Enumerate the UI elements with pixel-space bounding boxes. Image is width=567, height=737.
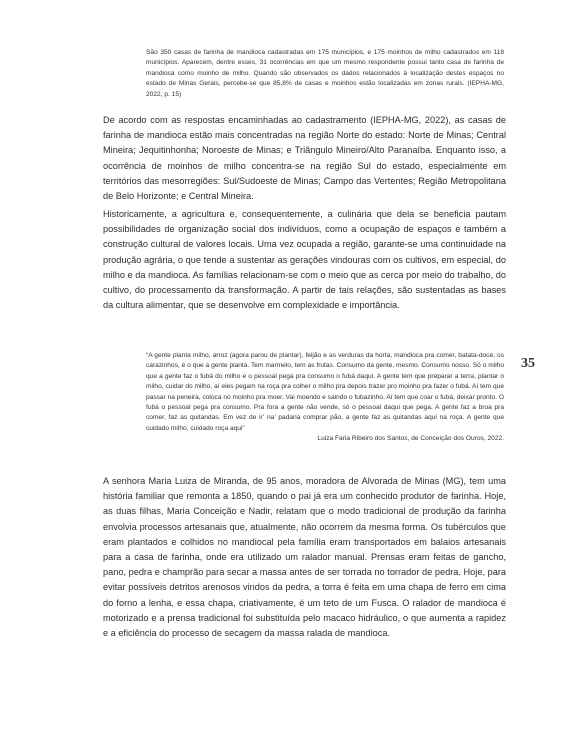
block-quote-statistics (146, 48, 504, 100)
paragraph-regional-distribution: De acordo com as respostas encaminhadas ao cadastramento (IEPHA-MG, 2022), as casas de farinha de mandioca estão mais concentradas na região Norte do estado: Norte de Minas; Central Mineira; Jequitinhonha; Noroeste de Minas; e Triângulo Mineiro/Alto Paranaíba. Enquanto isso, a ocorrência de moinhos de milho concentra-se na região Sul do estado, especialmente em territórios das mesorregiões: Sul/Sudoeste de Minas; Campo das Vertentes; Região Metropolitana de Belo Horizonte; e Central Mineira. (103, 115, 506, 202)
quote-testimony-text: “A gente planta milho, arroz (agora parou de plantar), feijão e as verduras da horta, mandioca pra comer, batata-doce, os carazinhos, é o que a gente planta. Tem marmelo, tem as frutas. Consumo da gente, mesmo. Consumo nosso. Só o milho que a gente faz o fubá do milho e o pessoal pega pra consumo o fubá daqui. A gente tem que preparar a terra, plantar o milho, cuidar do milho, aí eles pegam na roça pra colher o milho pra depois trazer pro moinho pra fazer o fubá. Aí tem que passar na peneira, coloca no moinho pra moer. Vai moendo e saindo o fubazinho. Aí tem que coar o fubá, deixar pronto. O fubá o pessoal pega pra consumo. Pra fora a gente não vende, só o pessoal daqui que pega. A gente faz a broa pra comer, faz as quitandas. Em vez de ir’ na’ padaria comprar pão, a gente faz as quitandas aqui na roça. A gente que cuidado milho, cuidado roça aqui” (146, 352, 504, 432)
paragraph-agriculture-history: Historicamente, a agricultura e, consequentemente, a culinária que dela se beneficia pautam possibilidades de organização social dos indivíduos, como a ocupação de espaços e também a construção cultural de valores locais. Uma vez ocupada a região, garante-se uma continuidade na produção agrária, o que tende a sustentar as gerações vindouras com os cultivos, em especial, do milho e da mandioca. As famílias relacionam-se com o meio que as cerca por meio do trabalho, do cultivo, do processamento da transformação. A partir de tais relações, são sustentadas as bases da cultura alimentar, que se desenvolve em complexidade e importância. (103, 209, 506, 311)
page-number: 35 (521, 356, 535, 371)
quote-attribution: Luiza Faria Ribeiro dos Santos, de Conceição dos Ouros, 2022. (317, 435, 504, 443)
block-quote-testimony (146, 351, 504, 445)
paragraph-maria-luiza: A senhora Maria Luiza de Miranda, de 95 anos, moradora de Alvorada de Minas (MG), tem uma história familiar que remonta a 1850, quando o pai já era um conhecido produtor de farinha. Hoje, as duas filhas, Maria Conceição e Nadir, relatam que o modo tradicional de produção da farinha envolvia processos artesanais que, atualmente, não ocorrem da mesma forma. Os tubérculos que eram plantados e colhidos no mandiocal pela família eram transportados em balaios artesanais para a casa de farinha, onde era utilizado um ralador manual. Prensas eram feitas de gancho, pano, pedra e champrão para secar a massa antes de ser torrada no torrador de pedra. Hoje, para evitar possíveis detritos arenosos vindos da pedra, a torra é feita em uma chapa de ferro em cima do forno a lenha, e essa chapa, criativamente, é um teto de um Fusca. O ralador de mandioca é motorizado e a prensa tradicional foi substituída pelo macaco hidráulico, o que aumenta a rapidez e a eficiência do processo de secagem da massa ralada de mandioca. (103, 476, 506, 639)
quote-statistics-text: São 350 casas de farinha de mandioca cadastradas em 175 municípios, e 175 moinhos de milho cadastrados em 118 municípios. Aparecem, dentre esses, 31 ocorrências em que um mesmo respondente possui tanto casa de farinha de mandioca como moinho de milho. Quando são observados os dados relacionados à localização destes espaços no estado de Minas Gerais, percebe-se que 85,8% de casas e moinhos estão localizadas em zonas rurais. (IEPHA-MG, 2022, p. 15) (146, 49, 504, 98)
